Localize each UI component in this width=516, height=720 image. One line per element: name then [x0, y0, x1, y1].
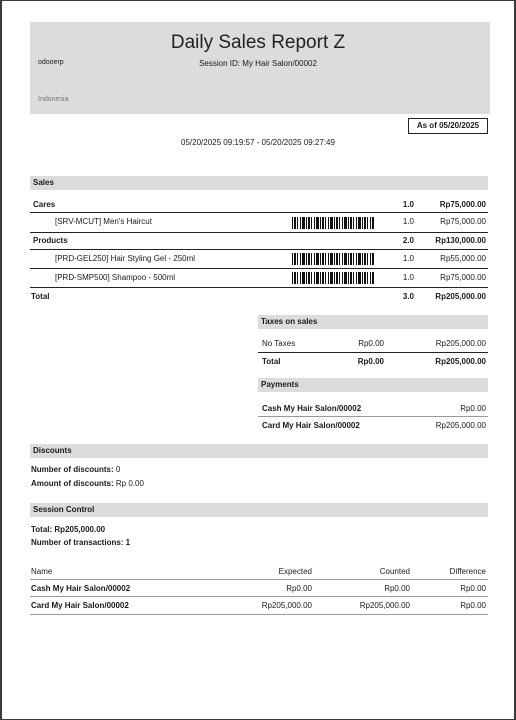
payments-section-title: Payments	[261, 380, 299, 389]
sales-item-amount: Rp75,000.00	[440, 217, 486, 226]
session-id: Session ID: My Hair Salon/00002	[199, 59, 317, 68]
session-row-name: Cash My Hair Salon/00002	[31, 584, 131, 593]
session-transactions: Number of transactions: 1	[31, 538, 131, 547]
report-period: 05/20/2025 09:19:57 - 05/20/2025 09:27:49	[181, 138, 335, 147]
payment-amount: Rp0.00	[460, 404, 486, 413]
divider	[258, 352, 488, 353]
category-products-qty: 2.0	[402, 236, 414, 245]
payment-amount: Rp205,000.00	[435, 421, 486, 430]
sales-item: [SRV-MCUT] Men's Haircut	[55, 217, 152, 226]
barcode-image	[292, 217, 374, 229]
tax-total-base: Rp205,000.00	[435, 357, 486, 366]
divider	[30, 579, 488, 580]
discount-amount-value: Rp 0.00	[113, 479, 144, 488]
divider	[30, 249, 488, 250]
column-header-counted: Counted	[379, 567, 410, 576]
session-total: Total: Rp205,000.00	[31, 525, 106, 534]
discount-count-label: Number of discounts:	[31, 465, 114, 474]
sales-item-qty: 1.0	[402, 273, 414, 282]
barcode-image	[292, 253, 374, 265]
session-control-bar	[30, 503, 488, 517]
divider	[30, 268, 488, 269]
session-control-title: Session Control	[33, 505, 95, 514]
session-row-counted: Rp205,000.00	[359, 601, 410, 610]
sales-item-amount: Rp55,000.00	[440, 254, 486, 263]
discounts-section-bar	[30, 444, 488, 458]
discount-amount	[31, 479, 144, 488]
divider	[258, 416, 488, 417]
payment-name: Cash My Hair Salon/00002	[262, 404, 362, 413]
sales-item-qty: 1.0	[402, 217, 414, 226]
report-page	[2, 1, 514, 719]
payments-section-bar	[258, 378, 488, 392]
sales-item-amount: Rp75,000.00	[440, 273, 486, 282]
tax-row-label: No Taxes	[262, 339, 296, 348]
category-products: Products	[33, 236, 68, 245]
divider	[30, 287, 488, 288]
tax-total-label: Total	[262, 357, 281, 366]
sales-total-qty: 3.0	[402, 292, 414, 301]
sales-section-bar	[30, 176, 488, 190]
discounts-section-title: Discounts	[33, 446, 72, 455]
sales-total-amount: Rp205,000.00	[435, 292, 486, 301]
divider	[30, 212, 488, 213]
session-row-difference: Rp0.00	[460, 584, 486, 593]
divider	[30, 596, 488, 597]
tax-row-amount: Rp0.00	[358, 339, 384, 348]
taxes-section-bar	[258, 315, 488, 329]
sales-item-qty: 1.0	[402, 254, 414, 263]
column-header-name: Name	[31, 567, 53, 576]
session-row-difference: Rp0.00	[460, 601, 486, 610]
company-country: Indonesia	[38, 96, 69, 103]
session-row-name: Card My Hair Salon/00002	[31, 601, 129, 610]
category-products-total: Rp130,000.00	[435, 236, 486, 245]
divider	[30, 614, 488, 615]
session-row-expected: Rp0.00	[286, 584, 312, 593]
as-of-date: As of 05/20/2025	[408, 118, 488, 134]
category-cares-qty: 1.0	[402, 200, 414, 209]
category-cares: Cares	[33, 200, 56, 209]
company-name: odooerp	[38, 59, 64, 66]
taxes-section-title: Taxes on sales	[261, 317, 318, 326]
discount-count	[31, 465, 120, 474]
barcode-image	[292, 272, 374, 284]
sales-section-title: Sales	[33, 178, 54, 187]
sales-total-label: Total	[31, 292, 50, 301]
column-header-expected: Expected	[278, 567, 312, 576]
discount-amount-label: Amount of discounts:	[31, 479, 114, 488]
tax-total-amount: Rp0.00	[357, 357, 384, 366]
category-cares-total: Rp75,000.00	[439, 200, 486, 209]
session-row-expected: Rp205,000.00	[261, 601, 312, 610]
divider	[30, 232, 488, 233]
column-header-difference: Difference	[449, 567, 486, 576]
payment-name: Card My Hair Salon/00002	[262, 421, 360, 430]
discount-count-value: 0	[113, 465, 121, 474]
session-row-counted: Rp0.00	[384, 584, 410, 593]
tax-row-base: Rp205,000.00	[435, 339, 486, 348]
report-title: Daily Sales Report Z	[170, 32, 346, 53]
sales-item: [PRD-GEL250] Hair Styling Gel - 250ml	[55, 254, 196, 263]
sales-item: [PRD-SMP500] Shampoo - 500ml	[55, 273, 176, 282]
